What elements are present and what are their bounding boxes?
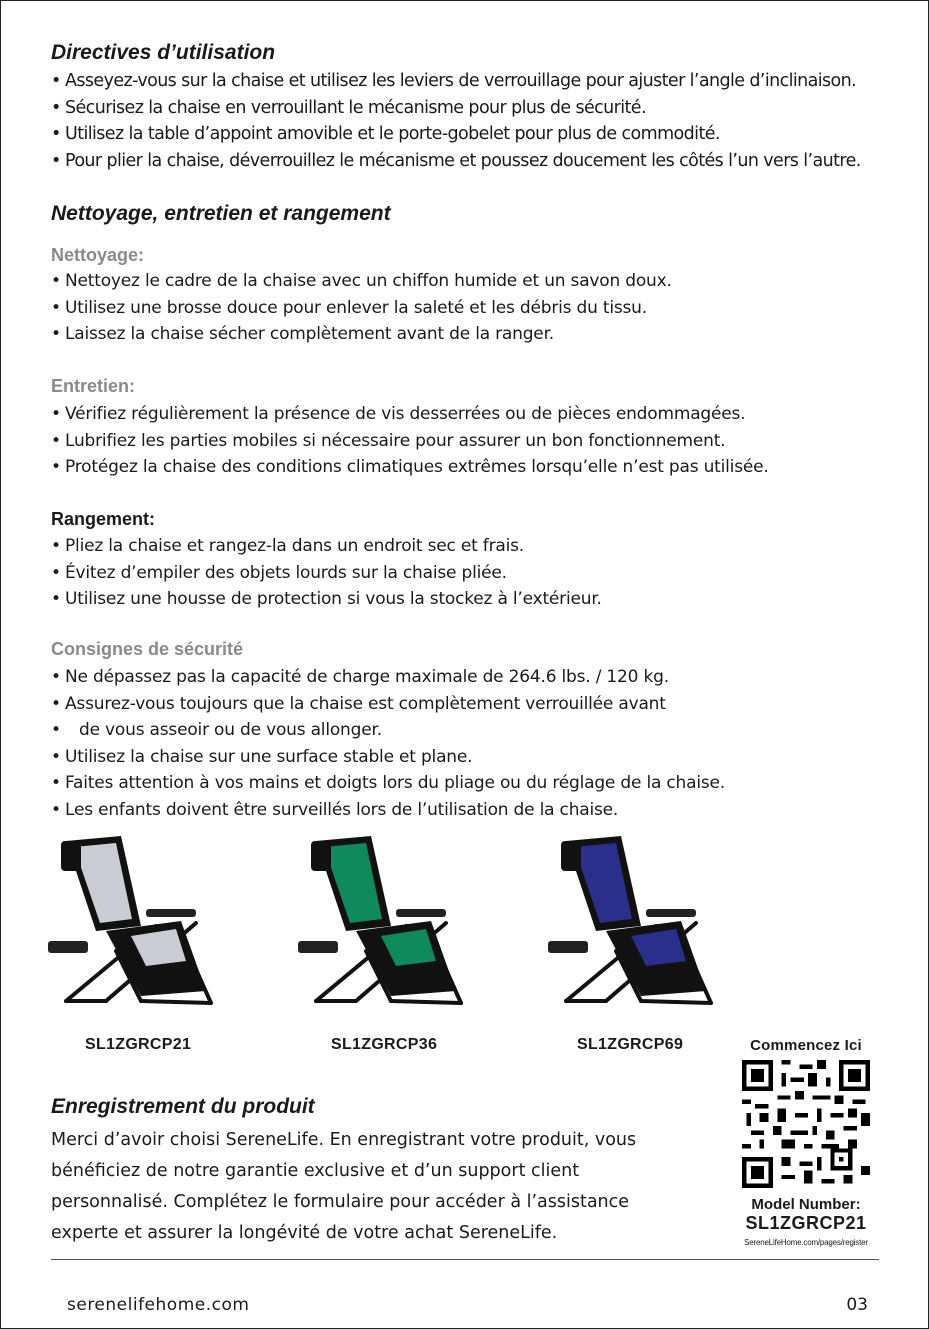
usage-list xyxy=(51,68,861,174)
chair-illustration xyxy=(296,831,476,1011)
safety-list xyxy=(51,664,725,823)
list-item: • Utilisez la chaise sur une surface stable et plane. xyxy=(51,744,725,771)
qr-code-icon[interactable] xyxy=(742,1060,870,1188)
chair-illustration xyxy=(46,831,226,1011)
list-item: • Asseyez-vous sur la chaise et utilisez les leviers de verrouillage pour ajuster l’angle d’inclinaison. xyxy=(51,68,861,95)
maintenance-list xyxy=(51,401,769,481)
list-item: • Assurez-vous toujours que la chaise est complètement verrouillée avant xyxy=(51,691,725,718)
model-label-1: SL1ZGRCP21 xyxy=(85,1036,192,1053)
page-number: 03 xyxy=(846,1295,868,1315)
chair-image-sl1zgrcp36 xyxy=(296,831,476,1011)
list-item: • Nettoyez le cadre de la chaise avec un chiffon humide et un savon doux. xyxy=(51,268,672,295)
qr-caption: Commencez Ici xyxy=(750,1037,862,1054)
model-label-2: SL1ZGRCP36 xyxy=(331,1036,438,1053)
list-item: • Ne dépassez pas la capacité de charge maximale de 264.6 lbs. / 120 kg. xyxy=(51,664,725,691)
maintenance-heading: Entretien: xyxy=(51,376,136,396)
list-item: • Protégez la chaise des conditions climatiques extrêmes lorsqu’elle n’est pas utilisée. xyxy=(51,454,769,481)
model-label-3: SL1ZGRCP69 xyxy=(577,1036,684,1053)
chair-illustration xyxy=(546,831,726,1011)
chair-image-sl1zgrcp69 xyxy=(546,831,726,1011)
cleaning-heading: Nettoyage: xyxy=(51,245,145,265)
safety-heading: Consignes de sécurité xyxy=(51,639,244,659)
chair-image-sl1zgrcp21 xyxy=(46,831,226,1011)
qr-model-label: Model Number: xyxy=(751,1196,861,1213)
list-item: • Pliez la chaise et rangez-la dans un endroit sec et frais. xyxy=(51,533,602,560)
usage-title: Directives d’utilisation xyxy=(51,41,276,64)
care-title: Nettoyage, entretien et rangement xyxy=(51,202,391,225)
list-item: • Les enfants doivent être surveillés lors de l’utilisation de la chaise. xyxy=(51,797,725,824)
continuation-text: de vous asseoir ou de vous allonger. xyxy=(79,720,382,740)
registration-text: Merci d’avoir choisi SereneLife. En enregistrant votre produit, vous bénéficiez de notre garantie exclusive et d’un support client personnalisé. Complétez le formulaire pour accéder à l’assistance experte et assurer la longévité de votre achat SereneLife. xyxy=(51,1130,637,1243)
cleaning-list xyxy=(51,268,672,348)
list-item: • Laissez la chaise sécher complètement avant de la ranger. xyxy=(51,321,672,348)
footer-divider xyxy=(51,1259,879,1260)
storage-list xyxy=(51,533,602,613)
list-item: • Pour plier la chaise, déverrouillez le mécanisme et poussez doucement les côtés l’un vers l’autre. xyxy=(51,148,861,175)
footer-website[interactable]: serenelifehome.com xyxy=(67,1295,250,1315)
qr-block xyxy=(737,1037,875,1247)
list-item: • Faites attention à vos mains et doigts lors du pliage ou du réglage de la chaise. xyxy=(51,770,725,797)
list-item: • Utilisez une housse de protection si vous la stockez à l’extérieur. xyxy=(51,586,602,613)
qr-model-number: SL1ZGRCP21 xyxy=(745,1213,867,1233)
list-item: • Utilisez la table d’appoint amovible et le porte-gobelet pour plus de commodité. xyxy=(51,121,861,148)
list-item: • Lubrifiez les parties mobiles si nécessaire pour assurer un bon fonctionnement. xyxy=(51,428,769,455)
registration-title: Enregistrement du produit xyxy=(51,1095,315,1118)
list-item: • Vérifiez régulièrement la présence de vis desserrées ou de pièces endommagées. xyxy=(51,401,769,428)
list-item: • Utilisez une brosse douce pour enlever la saleté et les débris du tissu. xyxy=(51,295,672,322)
storage-heading: Rangement: xyxy=(51,509,156,529)
qr-url[interactable]: SereneLifeHome.com/pages/register xyxy=(744,1238,868,1247)
list-item: • Évitez d’empiler des objets lourds sur la chaise pliée. xyxy=(51,560,602,587)
list-item-continuation xyxy=(51,717,725,744)
list-item: • Sécurisez la chaise en verrouillant le mécanisme pour plus de sécurité. xyxy=(51,95,861,122)
